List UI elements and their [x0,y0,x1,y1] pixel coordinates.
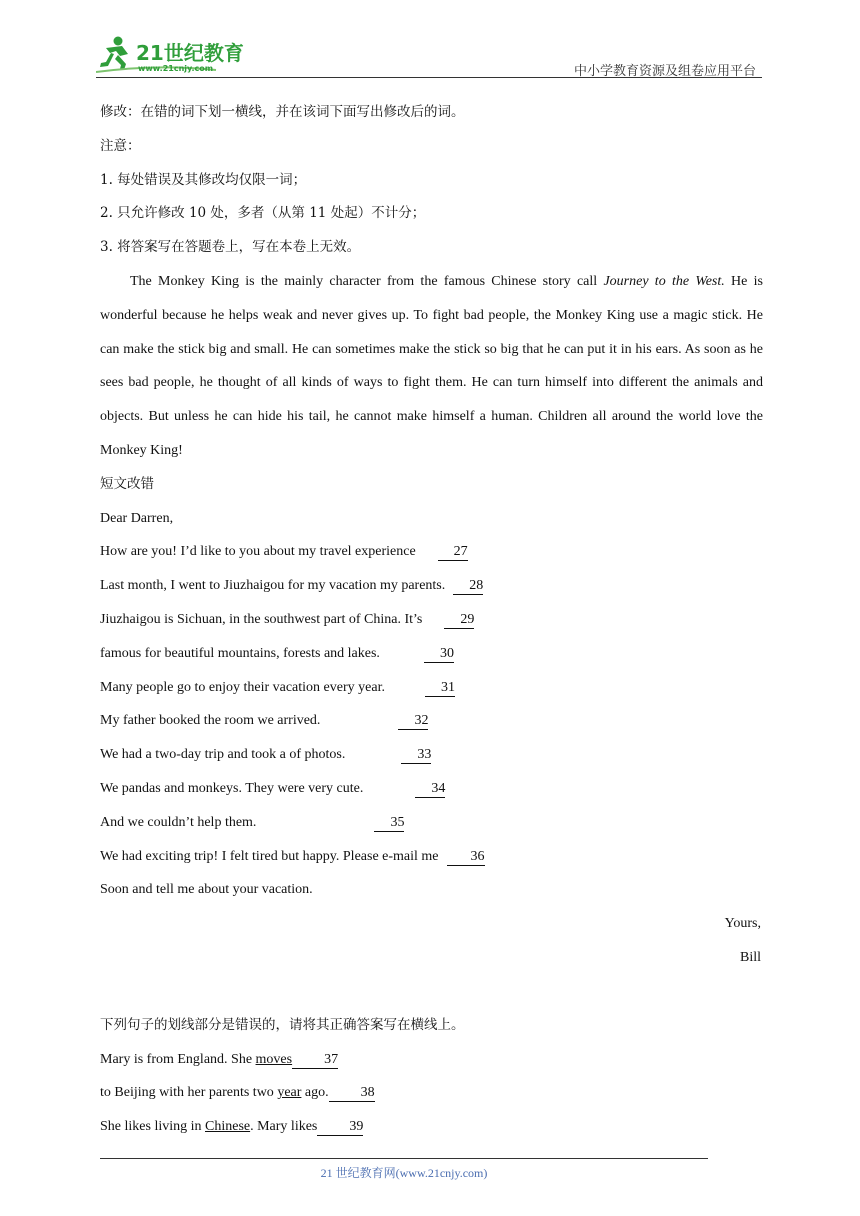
logo-text: 21世纪教育 [136,41,244,65]
note-title: 注意： [100,137,141,154]
passage-text-start: The Monkey King is the mainly character from the famous Chinese story call [130,273,604,289]
note-3: 3. 将答案写在答题卷上，写在本卷上无效。 [100,239,361,256]
letter-line-31 [100,671,763,705]
note-2: 2. 只允许修改 10 处，多者（从第 11 处起）不计分； [100,205,426,222]
logo-url: www.21cnjy.com [138,64,214,73]
answer-blank-36[interactable]: 36 [447,849,485,866]
answer-blank-27[interactable]: 27 [438,544,468,561]
answer-blank-35[interactable]: 35 [374,815,404,832]
letter-line-36 [100,840,763,874]
sentence-text: ago. [301,1085,329,1101]
letter-line-text: famous for beautiful mountains, forests and lakes. [100,645,380,661]
answer-blank-28[interactable]: 28 [453,578,483,595]
book-title: Journey to the West. [603,273,725,289]
letter-yours: Yours, [724,916,761,932]
answer-blank-31[interactable]: 31 [425,680,455,697]
sentence-38 [100,1076,763,1110]
site-logo [96,34,266,74]
footer-divider [100,1158,708,1159]
answer-blank-29[interactable]: 29 [444,612,474,629]
revise-instruction: 修改：在错的词下划一横线，并在该词下面写出修改后的词。 [100,104,465,120]
letter-line-text: Last month, I went to Jiuzhaigou for my vacation my parents. [100,578,446,594]
section3-instruction: 下列句子的划线部分是错误的，请将其正确答案写在横线上。 [100,1016,465,1033]
header-divider [96,77,762,78]
letter-line-text: How are you! I’d like to you about my travel experience [100,544,416,560]
letter-line-text: Many people go to enjoy their vacation every year. [100,679,385,695]
letter-line-text: Jiuzhaigou is Sichuan, in the southwest part of China. It’s [100,611,423,627]
answer-blank-38[interactable]: 38 [329,1085,375,1102]
document-body [100,96,763,1144]
footer-link[interactable]: 21 世纪教育网(www.21cnjy.com) [320,1166,488,1180]
sentence-text: . Mary likes [250,1119,318,1135]
letter-line-text: We pandas and monkeys. They were very cute. [100,780,364,796]
sentence-text: She likes living in [100,1119,205,1135]
answer-blank-37[interactable]: 37 [292,1052,338,1069]
letter-line-28 [100,569,763,603]
letter-closing-line: Soon and tell me about your vacation. [100,882,313,898]
letter-line-text: We had exciting trip! I felt tired but happy. Please e-mail me [100,848,439,864]
section-title: 短文改错 [100,475,154,492]
note-1: 1. 每处错误及其修改均仅限一词； [100,171,307,188]
answer-blank-32[interactable]: 32 [398,713,428,730]
underlined-error-38: year [277,1085,302,1101]
letter-line-30 [100,637,763,671]
answer-blank-39[interactable]: 39 [317,1119,363,1136]
platform-name: 中小学教育资源及组卷应用平台 [573,64,756,79]
letter-greeting: Dear Darren, [100,510,174,526]
letter-line-27 [100,535,763,569]
spacer [100,975,763,1009]
letter-line-34 [100,772,763,806]
page-header [96,32,762,78]
sentence-text: to Beijing with her parents two [100,1085,278,1101]
sentence-text: Mary is from England. She [100,1051,256,1067]
letter-signature: Bill [739,949,761,965]
answer-blank-30[interactable]: 30 [424,646,454,663]
monkey-king-passage [100,265,763,468]
sentence-37 [100,1043,763,1077]
sentence-39 [100,1110,763,1144]
letter-line-text: My father booked the room we arrived. [100,713,321,729]
letter-line-32 [100,704,763,738]
letter-line-29 [100,603,763,637]
answer-blank-33[interactable]: 33 [401,747,431,764]
passage-text-rest: He is wonderful because he helps weak and never gives up. To fight bad people, the Monkey King use a magic stick. He can make the stick big and small. He can sometimes make the stick so big that he can put it in his ears. As soon as he sees bad people, he thought of all kinds of ways to fight them. He can turn himself into different the animals and objects. But unless he can hide his tail, he cannot make himself a human. Children all around the world love the Monkey King! [100,273,763,458]
letter-line-35 [100,806,763,840]
letter-line-text: And we couldn’t help them. [100,814,257,830]
letter-line-text: We had a two-day trip and took a of photos. [100,747,346,763]
answer-blank-34[interactable]: 34 [415,781,445,798]
letter-line-33 [100,738,763,772]
underlined-error-37: moves [255,1051,293,1067]
underlined-error-39: Chinese [205,1119,251,1135]
